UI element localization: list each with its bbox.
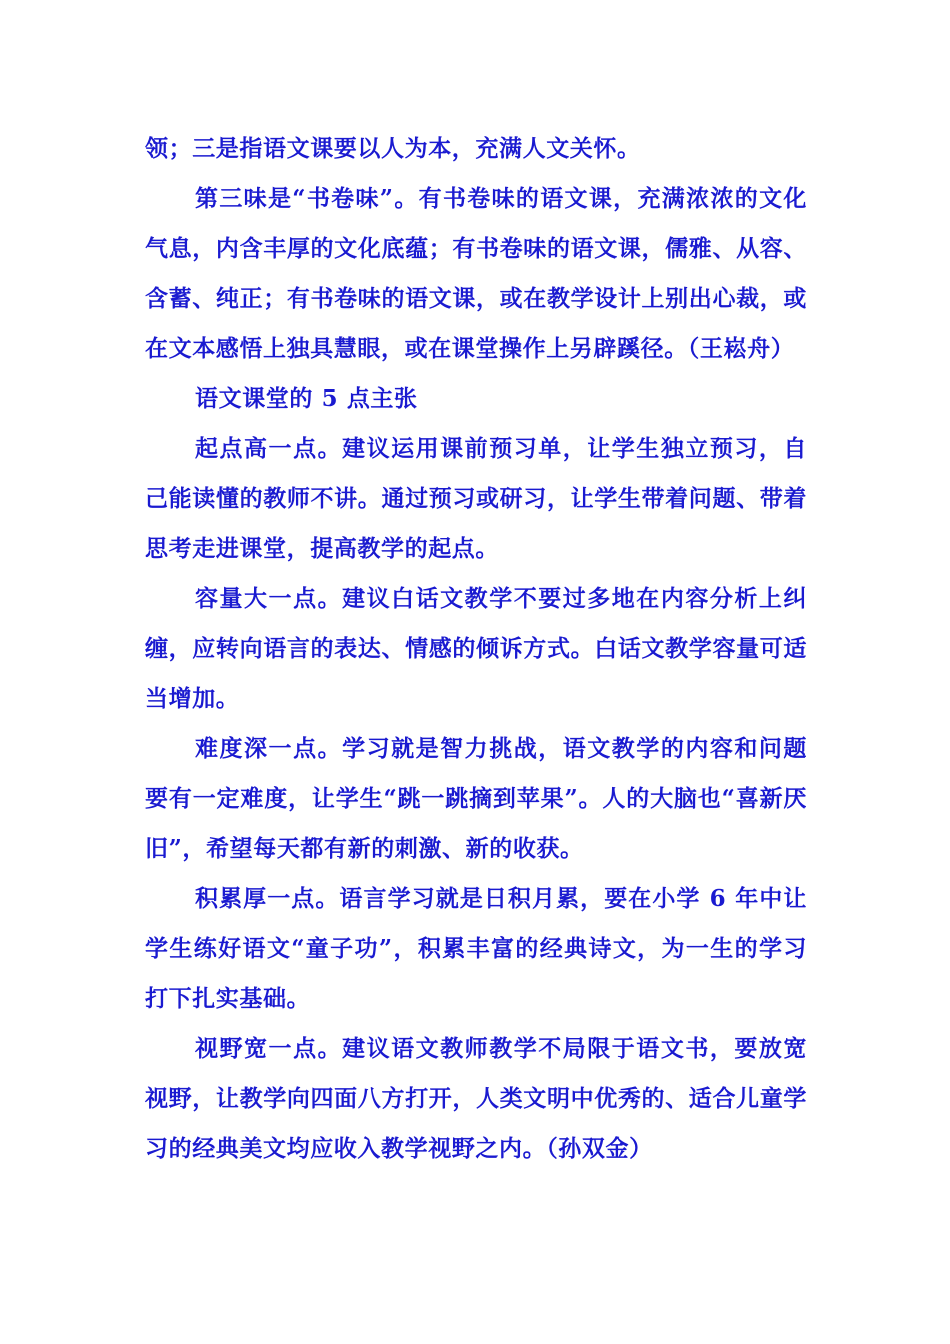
paragraph-start-point: 起点高一点。建议运用课前预习单，让学生独立预习，自己能读懂的教师不讲。通过预习或研习，让学生带着问题、带着思考走进课堂，提高教学的起点。 — [145, 435, 807, 562]
paragraph-accumulation: 积累厚一点。语言学习就是日积月累，要在小学 6 年中让学生练好语文“童子功”，积累丰富的经典诗文，为一生的学习打下扎实基础。 — [145, 885, 807, 1012]
paragraph-vision: 视野宽一点。建议语文教师教学不局限于语文书，要放宽视野，让教学向四面八方打开，人类文明中优秀的、适合儿童学习的经典美文均应收入教学视野之内。（孙双金） — [145, 1035, 807, 1162]
section-heading: 语文课堂的 5 点主张 — [195, 385, 418, 412]
document-body — [145, 124, 807, 1174]
paragraph-book-flavor: 第三味是“书卷味”。有书卷味的语文课，充满浓浓的文化气息，内含丰厚的文化底蕴；有书卷味的语文课，儒雅、从容、含蓄、纯正；有书卷味的语文课，或在教学设计上别出心裁，或在文本感悟上独具慧眼，或在课堂操作上另辟蹊径。（王崧舟） — [145, 185, 807, 362]
paragraph-capacity: 容量大一点。建议白话文教学不要过多地在内容分析上纠缠，应转向语言的表达、情感的倾诉方式。白话文教学容量可适当增加。 — [145, 585, 807, 712]
paragraph-continuation: 领；三是指语文课要以人为本，充满人文关怀。 — [145, 135, 641, 162]
paragraph-difficulty: 难度深一点。学习就是智力挑战，语文教学的内容和问题要有一定难度，让学生“跳一跳摘到苹果”。人的大脑也“喜新厌旧”，希望每天都有新的刺激、新的收获。 — [145, 735, 807, 862]
